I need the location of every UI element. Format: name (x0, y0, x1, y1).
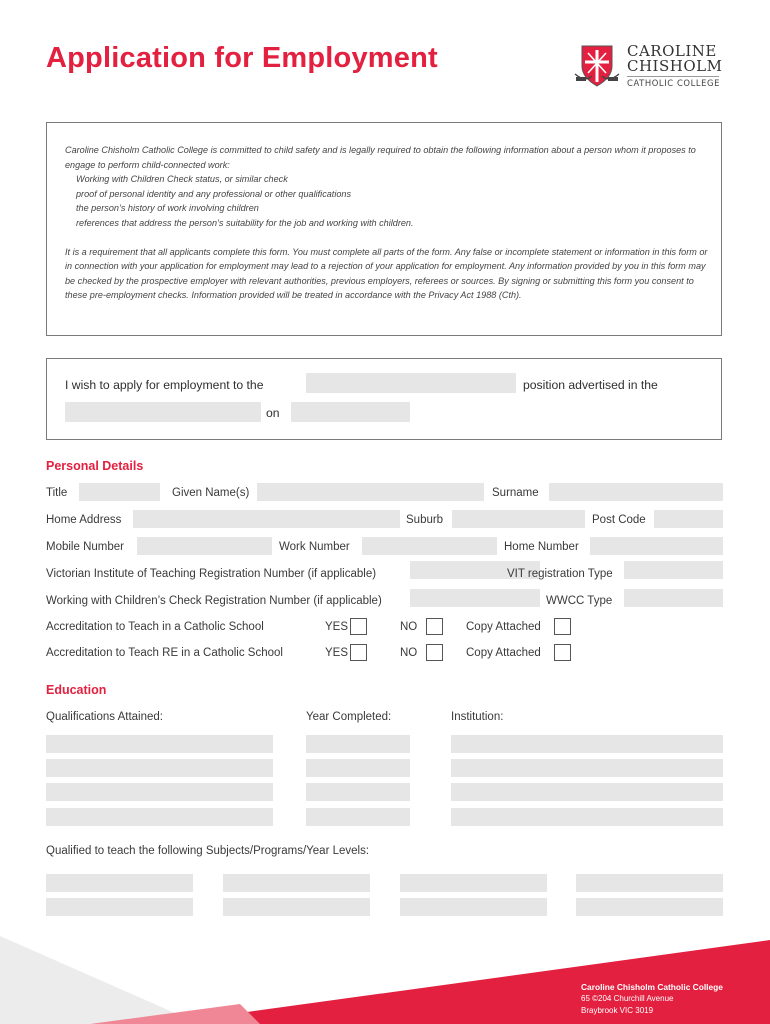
year-completed-input[interactable] (306, 759, 410, 777)
position-input[interactable] (306, 373, 516, 393)
apply-text-3: on (266, 406, 280, 420)
intro-item: references that address the person’s suitability for the job and working with children. (76, 217, 414, 228)
subject-input[interactable] (400, 898, 547, 916)
apply-box (46, 358, 722, 440)
intro-item: proof of personal identity and any professional or other qualifications (76, 188, 352, 199)
surname-input[interactable] (549, 483, 723, 501)
work-number-input[interactable] (362, 537, 497, 555)
post-code-input[interactable] (654, 510, 723, 528)
footer-address (581, 981, 723, 1017)
accreditation-catholic-copy-checkbox[interactable] (554, 618, 571, 635)
accreditation-re-no-checkbox[interactable] (426, 644, 443, 661)
footer-address-line-1: 65 ©204 Churchill Avenue (581, 994, 674, 1003)
subject-input[interactable] (576, 874, 723, 892)
subject-input[interactable] (576, 898, 723, 916)
institution-input[interactable] (451, 808, 723, 826)
surname-label: Surname (492, 487, 539, 499)
wwcc-number-input[interactable] (410, 589, 540, 607)
logo-line-3: CATHOLIC COLLEGE (627, 78, 721, 88)
logo-divider (627, 76, 719, 77)
suburb-input[interactable] (452, 510, 585, 528)
logo-line-1: CAROLINE (627, 42, 717, 60)
copy-attached-label: Copy Attached (466, 647, 541, 659)
intro-item: the person’s history of work involving children (76, 203, 259, 214)
mobile-number-input[interactable] (137, 537, 272, 555)
home-number-label: Home Number (504, 541, 579, 553)
page-title: Application for Employment (46, 42, 438, 74)
year-completed-input[interactable] (306, 735, 410, 753)
qualification-input[interactable] (46, 759, 273, 777)
year-completed-label: Year Completed: (306, 711, 392, 723)
subject-input[interactable] (46, 874, 193, 892)
advertised-in-input[interactable] (65, 402, 261, 422)
footer-address-line-2: Braybrook VIC 3019 (581, 1006, 654, 1015)
qualifications-label: Qualifications Attained: (46, 711, 163, 723)
intro-paragraph-1: Caroline Chisholm Catholic College is committed to child safety and is legally required to obtain the following information about a person whom it proposes to engage to perform child-connected work: (65, 145, 696, 170)
logo-line-2: CHISHOLM (627, 57, 723, 75)
footer-college-name: Caroline Chisholm Catholic College (581, 982, 723, 992)
qualification-input[interactable] (46, 735, 273, 753)
intro-paragraph-2: It is a requirement that all applicants complete this form. You must complete all parts of the form. Any false or incomplete statement or information in this form or in connection with your application for employment may lead to a rejection of your application for employment. Any information provided by you in this form may be checked by the prospective employer with relevant authorities, previous employers, referees or sources. By signing or submitting this form you consent to these pre-employment checks. Information provided will be treated in accordance with the Privacy Act 1988 (Cth). (65, 246, 708, 301)
accreditation-re-copy-checkbox[interactable] (554, 644, 571, 661)
no-label: NO (400, 621, 418, 633)
subjects-label: Qualified to teach the following Subjects/Programs/Year Levels: (46, 845, 370, 857)
accreditation-catholic-yes-checkbox[interactable] (350, 618, 367, 635)
subject-input[interactable] (223, 898, 370, 916)
apply-text-2: position advertised in the (523, 378, 658, 392)
suburb-label: Suburb (406, 514, 444, 526)
subject-input[interactable] (46, 898, 193, 916)
qualification-input[interactable] (46, 808, 273, 826)
vit-type-label: VIT registration Type (507, 568, 613, 580)
institution-label: Institution: (451, 711, 504, 723)
intro-item: Working with Children Check status, or similar check (76, 174, 288, 185)
subject-input[interactable] (223, 874, 370, 892)
wwcc-type-label: WWCC Type (546, 595, 613, 607)
home-number-input[interactable] (590, 537, 723, 555)
info-text (65, 143, 715, 303)
year-completed-input[interactable] (306, 783, 410, 801)
subject-input[interactable] (400, 874, 547, 892)
no-label: NO (400, 647, 418, 659)
accreditation-catholic-label: Accreditation to Teach in a Catholic School (46, 621, 264, 633)
given-name-label: Given Name(s) (172, 487, 250, 499)
qualification-input[interactable] (46, 783, 273, 801)
yes-label: YES (325, 647, 349, 659)
given-name-input[interactable] (257, 483, 484, 501)
accreditation-catholic-no-checkbox[interactable] (426, 618, 443, 635)
vit-type-input[interactable] (624, 561, 723, 579)
institution-input[interactable] (451, 759, 723, 777)
title-label: Title (46, 487, 68, 499)
work-number-label: Work Number (279, 541, 350, 553)
accreditation-re-yes-checkbox[interactable] (350, 644, 367, 661)
post-code-label: Post Code (592, 514, 646, 526)
advertised-date-input[interactable] (291, 402, 410, 422)
yes-label: YES (325, 621, 349, 633)
accreditation-re-label: Accreditation to Teach RE in a Catholic School (46, 647, 283, 659)
personal-details-heading: Personal Details (46, 459, 144, 473)
education-heading: Education (46, 683, 107, 697)
apply-text-1: I wish to apply for employment to the (65, 378, 264, 392)
crest-icon (574, 44, 620, 88)
mobile-number-label: Mobile Number (46, 541, 124, 553)
year-completed-input[interactable] (306, 808, 410, 826)
wwcc-type-input[interactable] (624, 589, 723, 607)
home-address-input[interactable] (133, 510, 400, 528)
logo (627, 44, 722, 87)
wwcc-number-label: Working with Children’s Check Registration Number (if applicable) (46, 595, 382, 607)
institution-input[interactable] (451, 735, 723, 753)
title-input[interactable] (79, 483, 160, 501)
home-address-label: Home Address (46, 514, 122, 526)
vit-number-label: Victorian Institute of Teaching Registration Number (if applicable) (46, 568, 377, 580)
copy-attached-label: Copy Attached (466, 621, 541, 633)
institution-input[interactable] (451, 783, 723, 801)
